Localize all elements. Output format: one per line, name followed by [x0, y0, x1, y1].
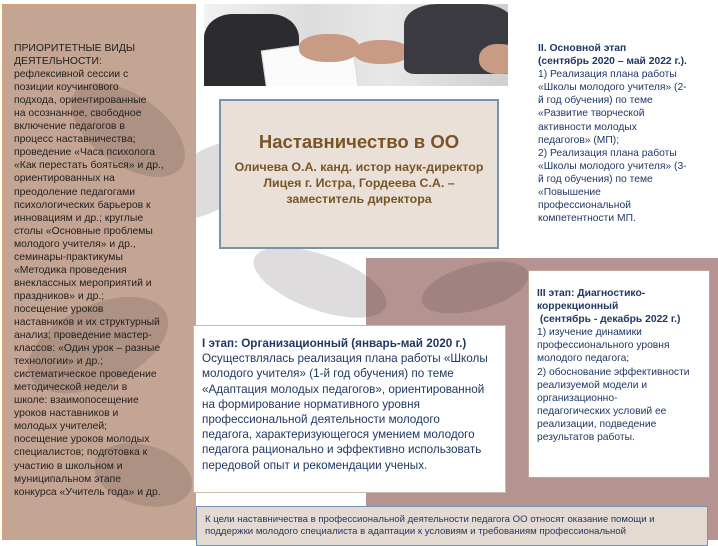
- text-line: ПРИОРИТЕТНЫЕ ВИДЫ: [14, 43, 136, 54]
- text-line: 1) изучение динамики: [537, 327, 642, 339]
- text-line: систематическое проведение: [14, 369, 157, 381]
- stage-1-text: [202, 351, 499, 473]
- text-line: 2) Реализация плана работы: [538, 147, 677, 159]
- text-line: 2) обоснование эффективности: [537, 366, 690, 378]
- text-line: активности молодых: [538, 121, 637, 133]
- text-line: «Как перестать бояться» и др.,: [14, 160, 164, 172]
- text-line: позиции коучингового: [14, 82, 119, 94]
- stage-3-period: (сентябрь - декабрь 2022 г.): [537, 314, 681, 326]
- text-line: профессиональной деятельности молодого: [202, 413, 440, 427]
- text-line: рефлексивной сессии с: [14, 69, 129, 81]
- stage-2-period: (сентябрь 2020 – май 2022 г.).: [538, 56, 687, 68]
- text-line: преодоление педагогами: [14, 186, 136, 198]
- text-line: на формирование нормативного уровня: [202, 397, 420, 411]
- text-line: проведение «Часа психолога: [14, 147, 156, 159]
- text-line: 1) Реализация плана работы: [538, 69, 677, 81]
- text-line: «Школы молодого учителя» (3-: [538, 160, 687, 172]
- text-line: реализации, подведение: [537, 418, 657, 430]
- text-line: ориентированных на: [14, 173, 115, 185]
- text-line: молодых учителей;: [14, 421, 108, 433]
- text-line: молодого учителя» (1-й год обучения) по теме: [202, 367, 454, 381]
- stage-3-text: [537, 326, 703, 444]
- text-line: молодого учителя» и др.,: [14, 238, 136, 250]
- text-line: подхода, ориентированные: [14, 95, 147, 107]
- stage-3-box: [528, 270, 710, 478]
- text-line: «Повышение: [538, 187, 601, 199]
- text-line: педагогических условий ее: [537, 405, 667, 417]
- priority-activities-text: [14, 42, 188, 499]
- text-line: й год обучения) по теме: [538, 95, 653, 107]
- title-box: [219, 99, 499, 249]
- page-title: Наставничество в ОО: [258, 131, 460, 152]
- text-line: участию в школьном и: [14, 460, 123, 472]
- text-line: «Адаптация молодых педагогов», ориентированной: [202, 382, 485, 396]
- text-line: передовой опыт и рекомендации ученых.: [202, 458, 428, 472]
- stage-2-text: [538, 68, 705, 225]
- text-line: результатов работы.: [537, 432, 635, 444]
- text-line: «Школы молодого учителя» (2-: [538, 82, 687, 94]
- text-line: посещение уроков: [14, 303, 104, 315]
- goal-text-box: [196, 506, 708, 546]
- text-line: уроков наставников и: [14, 408, 119, 420]
- text-line: методической недели в: [14, 382, 128, 394]
- text-line: школе: взаимопосещение: [14, 395, 139, 407]
- stage-2-heading: II. Основной этап: [538, 43, 627, 54]
- text-line: реализуемой модели и: [537, 379, 648, 391]
- text-line: специалистов; подготовка к: [14, 447, 148, 459]
- goal-text-line: К цели наставничества в профессиональной деятельности педагога ОО относят оказание помощи и: [205, 514, 655, 525]
- text-line: профессиональной: [538, 200, 631, 212]
- text-line: ДЕЯТЕЛЬНОСТИ:: [14, 56, 102, 68]
- text-line: «Методика проведения: [14, 264, 127, 276]
- text-line: педагога рационально и эффективно использовать: [202, 443, 482, 457]
- stage-3-heading: III этап: Диагностико-: [537, 288, 646, 299]
- stage-3-heading-2: коррекционный: [537, 301, 619, 313]
- text-line: праздников» и др.;: [14, 290, 105, 302]
- text-line: й год обучения) по теме: [538, 173, 653, 185]
- stage-1-box: [193, 325, 506, 493]
- text-line: столы «Основные проблемы: [14, 225, 153, 237]
- text-line: классов: «Один урок – разные: [14, 343, 161, 355]
- text-line: технологии» и др.;: [14, 356, 104, 368]
- text-line: включение педагогов в: [14, 121, 125, 133]
- text-line: «Развитие творческой: [538, 108, 645, 120]
- text-line: компетентности МП.: [538, 213, 636, 225]
- text-line: анализ; проведение мастер-: [14, 330, 152, 342]
- text-line: посещение уроков молодых: [14, 434, 150, 446]
- text-line: молодого педагога;: [537, 353, 630, 365]
- goal-text-line: поддержки молодого специалиста в адаптации к условиям и требованиям профессиональной: [205, 526, 627, 538]
- text-line: на осознанное, свободное: [14, 108, 142, 120]
- text-line: конкурса «Учитель года» и др.: [14, 486, 161, 498]
- text-line: педагога, характеризующегося умением молодого: [202, 428, 475, 442]
- text-line: семинары-практикумы: [14, 251, 123, 263]
- text-line: психологических барьеров к: [14, 199, 151, 211]
- stage-2-box: [530, 34, 711, 246]
- text-line: наставников и их структурный: [14, 316, 160, 328]
- text-line: профессионального уровня: [537, 340, 670, 352]
- handshake-photo: [204, 4, 508, 86]
- stage-1-heading: I этап: Организационный (январь-май 2020 г.): [202, 337, 467, 350]
- authors: Оличева О.А. канд. истор наук-директор Лицея г. Истра, Гордеева С.А. – заместитель директора: [234, 160, 484, 206]
- text-line: процесс наставничества;: [14, 134, 136, 146]
- text-line: педагогов» (МП);: [538, 134, 620, 146]
- text-line: муниципальном этапе: [14, 473, 122, 485]
- text-line: инновациям и др.; круглые: [14, 212, 144, 224]
- text-line: организационно-: [537, 392, 618, 404]
- text-line: Осуществлялась реализация плана работы «Школы: [202, 352, 488, 366]
- text-line: внеклассных мероприятий и: [14, 277, 152, 289]
